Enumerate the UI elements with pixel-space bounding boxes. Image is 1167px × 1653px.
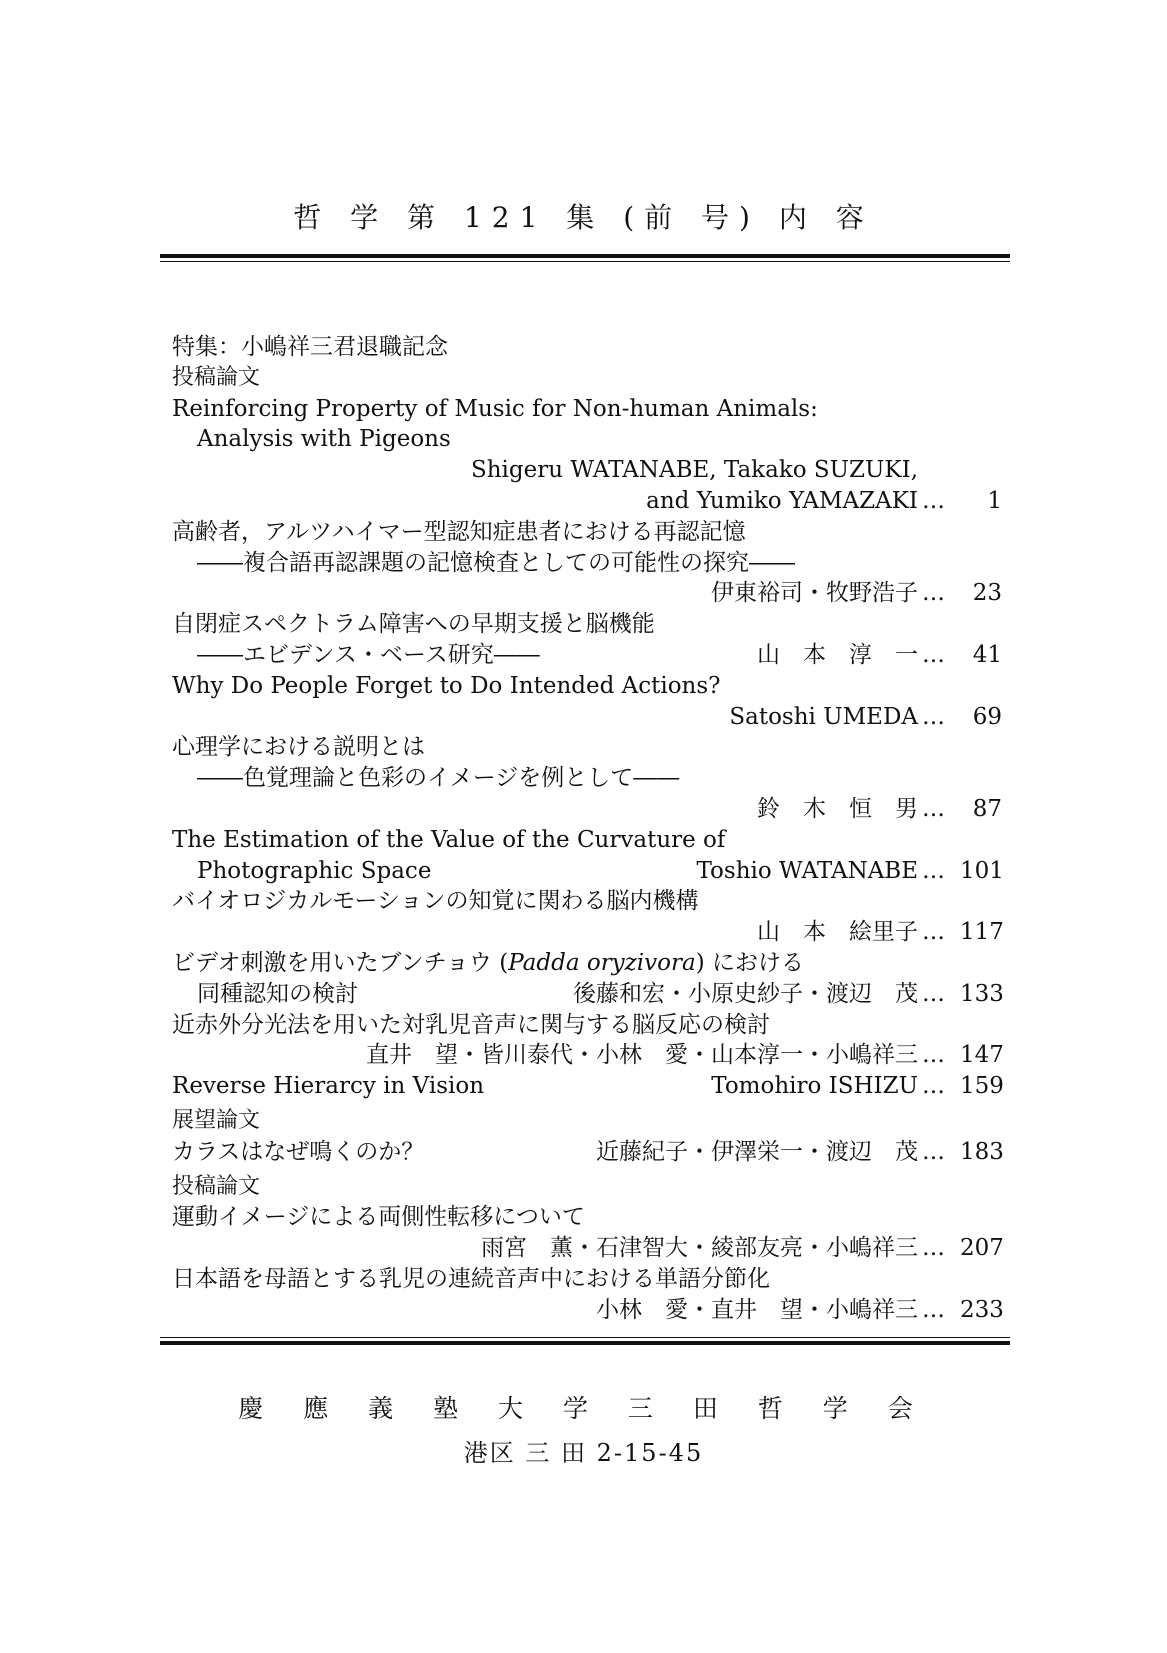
toc-entry-subtitle-authors-page: ――エビデンス・ベース研究―― 山 本 淳 一 … 41 — [172, 640, 1002, 671]
toc-entry-title-authors-page: カラスはなぜ鳴くのか？ 近藤紀子・伊澤栄一・渡辺 茂 … 183 — [172, 1137, 1002, 1168]
section-heading: 展望論文 — [172, 1107, 261, 1133]
toc-entry-authors-page: 直井 望・皆川泰代・小林 愛・山本淳一・小嶋祥三 … 147 — [172, 1040, 1002, 1071]
toc-entry-title: Reinforcing Property of Music for Non-human Animals: — [172, 395, 818, 422]
section-heading: 投稿論文 — [172, 364, 261, 390]
page-number: 101 — [960, 857, 1004, 884]
top-rule — [160, 254, 1010, 262]
toc-entry-authors-page: 伊東裕司・牧野浩子 … 23 — [172, 578, 1002, 609]
toc-entry-authors: Shigeru WATANABE, Takako SUZUKI, — [470, 457, 918, 484]
toc-entry-title: Why Do People Forget to Do Intended Actions? — [172, 672, 721, 699]
section-heading: 投稿論文 — [172, 1173, 261, 1199]
toc-entry-title-cont-authors-page: 同種認知の検討 後藤和宏・小原史紗子・渡辺 茂 … 133 — [172, 979, 1002, 1010]
toc-entry-title: 運動イメージによる両側性転移について — [172, 1204, 585, 1231]
toc-entry-title: 高齢者，アルツハイマー型認知症患者における再認記憶 — [172, 518, 746, 545]
toc-entry-title-cont: Analysis with Pigeons — [197, 426, 451, 453]
page-number: 23 — [972, 580, 1002, 607]
toc-entry-authors-page: 雨宮 薫・石津智大・綾部友亮・小嶋祥三 … 207 — [172, 1233, 1002, 1264]
page-number: 1 — [987, 487, 1002, 514]
bottom-rule — [160, 1337, 1010, 1345]
toc-entry-subtitle: ――複合語再認課題の記憶検査としての可能性の探究―― — [197, 549, 795, 576]
toc-entry-authors-page: 鈴 木 恒 男 … 87 — [172, 794, 1002, 825]
publisher-name: 慶 應 義 塾 大 学 三 田 哲 学 会 — [238, 1394, 929, 1423]
toc-entry-title: バイオロジカルモーションの知覚に関わる脳内機構 — [172, 888, 699, 915]
toc-entry-subtitle: ――色覚理論と色彩のイメージを例として―― — [197, 765, 680, 792]
table-of-contents — [172, 332, 1002, 1326]
page-number: 233 — [960, 1296, 1004, 1323]
toc-entry-title-cont-authors-page: Photographic Space Toshio WATANABE … 101 — [172, 856, 1002, 887]
toc-entry-authors-page: 山 本 絵里子 … 117 — [172, 917, 1002, 948]
toc-entry-title-authors-page: Reverse Hierarcy in Vision Tomohiro ISHIZU … 159 — [172, 1071, 1002, 1102]
page-number: 159 — [960, 1073, 1004, 1100]
page-number: 117 — [960, 919, 1004, 946]
toc-entry-authors-page: 小林 愛・直井 望・小嶋祥三 … 233 — [172, 1295, 1002, 1326]
page-number: 69 — [972, 703, 1002, 730]
page-number: 133 — [960, 980, 1004, 1007]
page-number: 87 — [972, 795, 1002, 822]
toc-entry-title: 心理学における説明とは — [172, 734, 425, 761]
page-number: 183 — [960, 1138, 1004, 1165]
toc-entry-authors-page: Satoshi UMEDA … 69 — [172, 702, 1002, 733]
toc-entry-title: ビデオ刺激を用いたブンチョウ (Padda oryzivora) における — [172, 949, 804, 976]
toc-entry-title: 日本語を母語とする乳児の連続音声中における単語分節化 — [172, 1265, 770, 1292]
toc-entry-title: 近赤外分光法を用いた対乳児音声に関与する脳反応の検討 — [172, 1011, 770, 1038]
toc-entry-authors-page: and Yumiko YAMAZAKI … 1 — [172, 486, 1002, 517]
species-name: Padda oryzivora — [508, 949, 696, 976]
page-number: 147 — [960, 1042, 1004, 1069]
publisher-address: 港区 三 田 2-15-45 — [463, 1439, 704, 1467]
special-issue-heading: 特集：小嶋祥三君退職記念 — [172, 334, 448, 360]
toc-entry-title: The Estimation of the Value of the Curvature of — [172, 826, 726, 853]
page-number: 41 — [972, 641, 1002, 668]
page-title: 哲 学 第 121 集 (前 号) 内 容 — [293, 201, 874, 234]
toc-entry-title: 自閉症スペクトラム障害への早期支援と脳機能 — [172, 611, 655, 638]
page-number: 207 — [960, 1235, 1004, 1262]
